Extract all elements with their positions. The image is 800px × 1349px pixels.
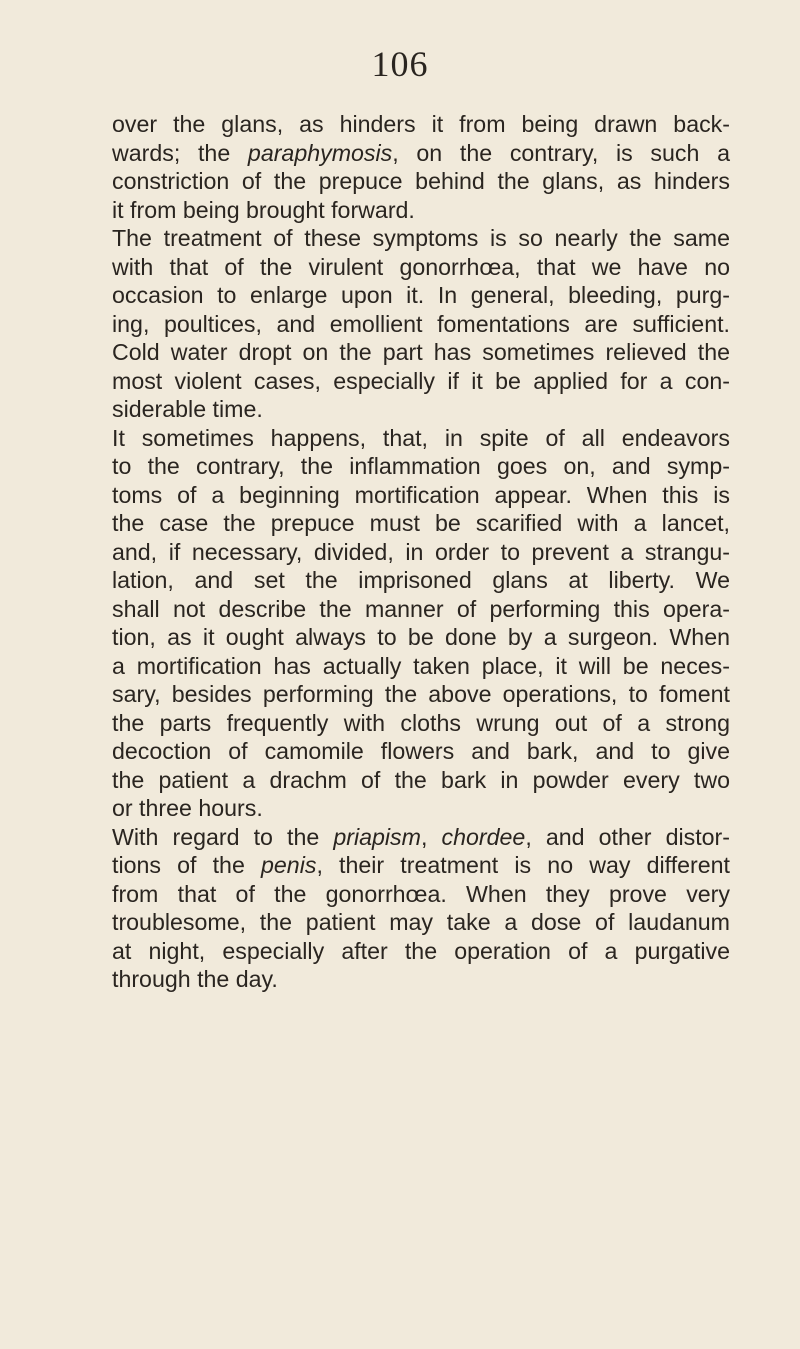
text-line (112, 595, 730, 624)
text-segment: , and other distor- (525, 823, 730, 850)
text-segment: from that of the gonorrhœa. When they prove very (112, 880, 730, 907)
text-line (112, 737, 730, 766)
italic-term: priapism (333, 823, 421, 850)
text-line (112, 937, 730, 966)
text-segment: , (420, 823, 442, 850)
text-line (112, 167, 730, 196)
text-segment: over the glans, as hinders it from being drawn back- (112, 111, 730, 137)
italic-term: paraphymosis (247, 139, 393, 166)
text-segment: at night, especially after the operation of a purgative (112, 937, 730, 964)
text-segment: shall not describe the manner of performing this opera- (112, 595, 730, 622)
text-segment: tion, as it ought always to be done by a surgeon. When (112, 624, 730, 650)
text-line (112, 766, 730, 795)
text-segment: the case the prepuce must be scarified with a lancet, (112, 510, 730, 536)
text-line (112, 338, 730, 367)
text-line (112, 538, 730, 567)
text-segment: toms of a beginning mortification appear. When this is (112, 481, 730, 508)
text-segment: sary, besides performing the above operations, to foment (112, 681, 730, 707)
text-line (112, 680, 730, 709)
text-segment: decoction of camomile flowers and bark, and to give (112, 738, 730, 764)
text-line (112, 794, 730, 823)
text-segment: a mortification has actually taken place, it will be neces- (112, 652, 730, 679)
text-segment: or three hours. (112, 795, 263, 821)
text-segment: , on the contrary, is such a (392, 139, 730, 166)
text-segment: it from being brought forward. (112, 196, 415, 223)
text-line (112, 509, 730, 538)
text-segment: with that of the virulent gonorrhœa, that we have no (112, 253, 730, 280)
italic-term: chordee (441, 823, 526, 850)
text-line (112, 880, 730, 909)
page-number: 106 (371, 44, 429, 84)
text-segment: With regard to the (112, 823, 334, 850)
text-segment: ing, poultices, and emollient fomentations are sufficient. (112, 310, 730, 337)
text-line (112, 395, 730, 424)
text-segment: wards; the (112, 139, 248, 166)
text-line (112, 851, 730, 880)
text-line (112, 253, 730, 282)
text-segment: and, if necessary, divided, in order to prevent a strangu- (112, 538, 730, 565)
text-line (112, 367, 730, 396)
text-segment: troublesome, the patient may take a dose of laudanum (112, 909, 730, 935)
text-line (112, 452, 730, 481)
text-line (112, 908, 730, 937)
text-segment: to the contrary, the inflammation goes on, and symp- (112, 453, 730, 479)
text-line (112, 196, 730, 225)
text-segment: siderable time. (112, 396, 263, 422)
text-line (112, 110, 730, 139)
text-line (112, 965, 730, 994)
text-line (112, 566, 730, 595)
text-segment: the parts frequently with cloths wrung out of a strong (112, 709, 730, 736)
text-line (112, 481, 730, 510)
text-segment: lation, and set the imprisoned glans at liberty. We (112, 567, 730, 593)
text-segment: through the day. (112, 966, 278, 992)
text-segment: constriction of the prepuce behind the glans, as hinders (112, 168, 730, 194)
text-line (112, 139, 730, 168)
text-line (112, 823, 730, 852)
text-line (112, 224, 730, 253)
text-line (112, 424, 730, 453)
text-segment: tions of the (112, 852, 262, 878)
text-line (112, 281, 730, 310)
text-segment: most violent cases, especially if it be applied for a con- (112, 367, 730, 394)
italic-term: penis (261, 852, 317, 878)
text-segment: the patient a drachm of the bark in powder every two (112, 766, 730, 793)
text-line (112, 310, 730, 339)
text-segment: The treatment of these symptoms is so nearly the same (112, 225, 730, 251)
text-line (112, 623, 730, 652)
text-segment: It sometimes happens, that, in spite of all endeavors (112, 424, 730, 451)
text-line (112, 709, 730, 738)
text-segment: occasion to enlarge upon it. In general, bleeding, purg- (112, 282, 730, 308)
text-line (112, 652, 730, 681)
text-segment: , their treatment is no way different (316, 852, 730, 878)
body-text (112, 110, 730, 994)
text-segment: Cold water dropt on the part has sometimes relieved the (112, 339, 730, 365)
